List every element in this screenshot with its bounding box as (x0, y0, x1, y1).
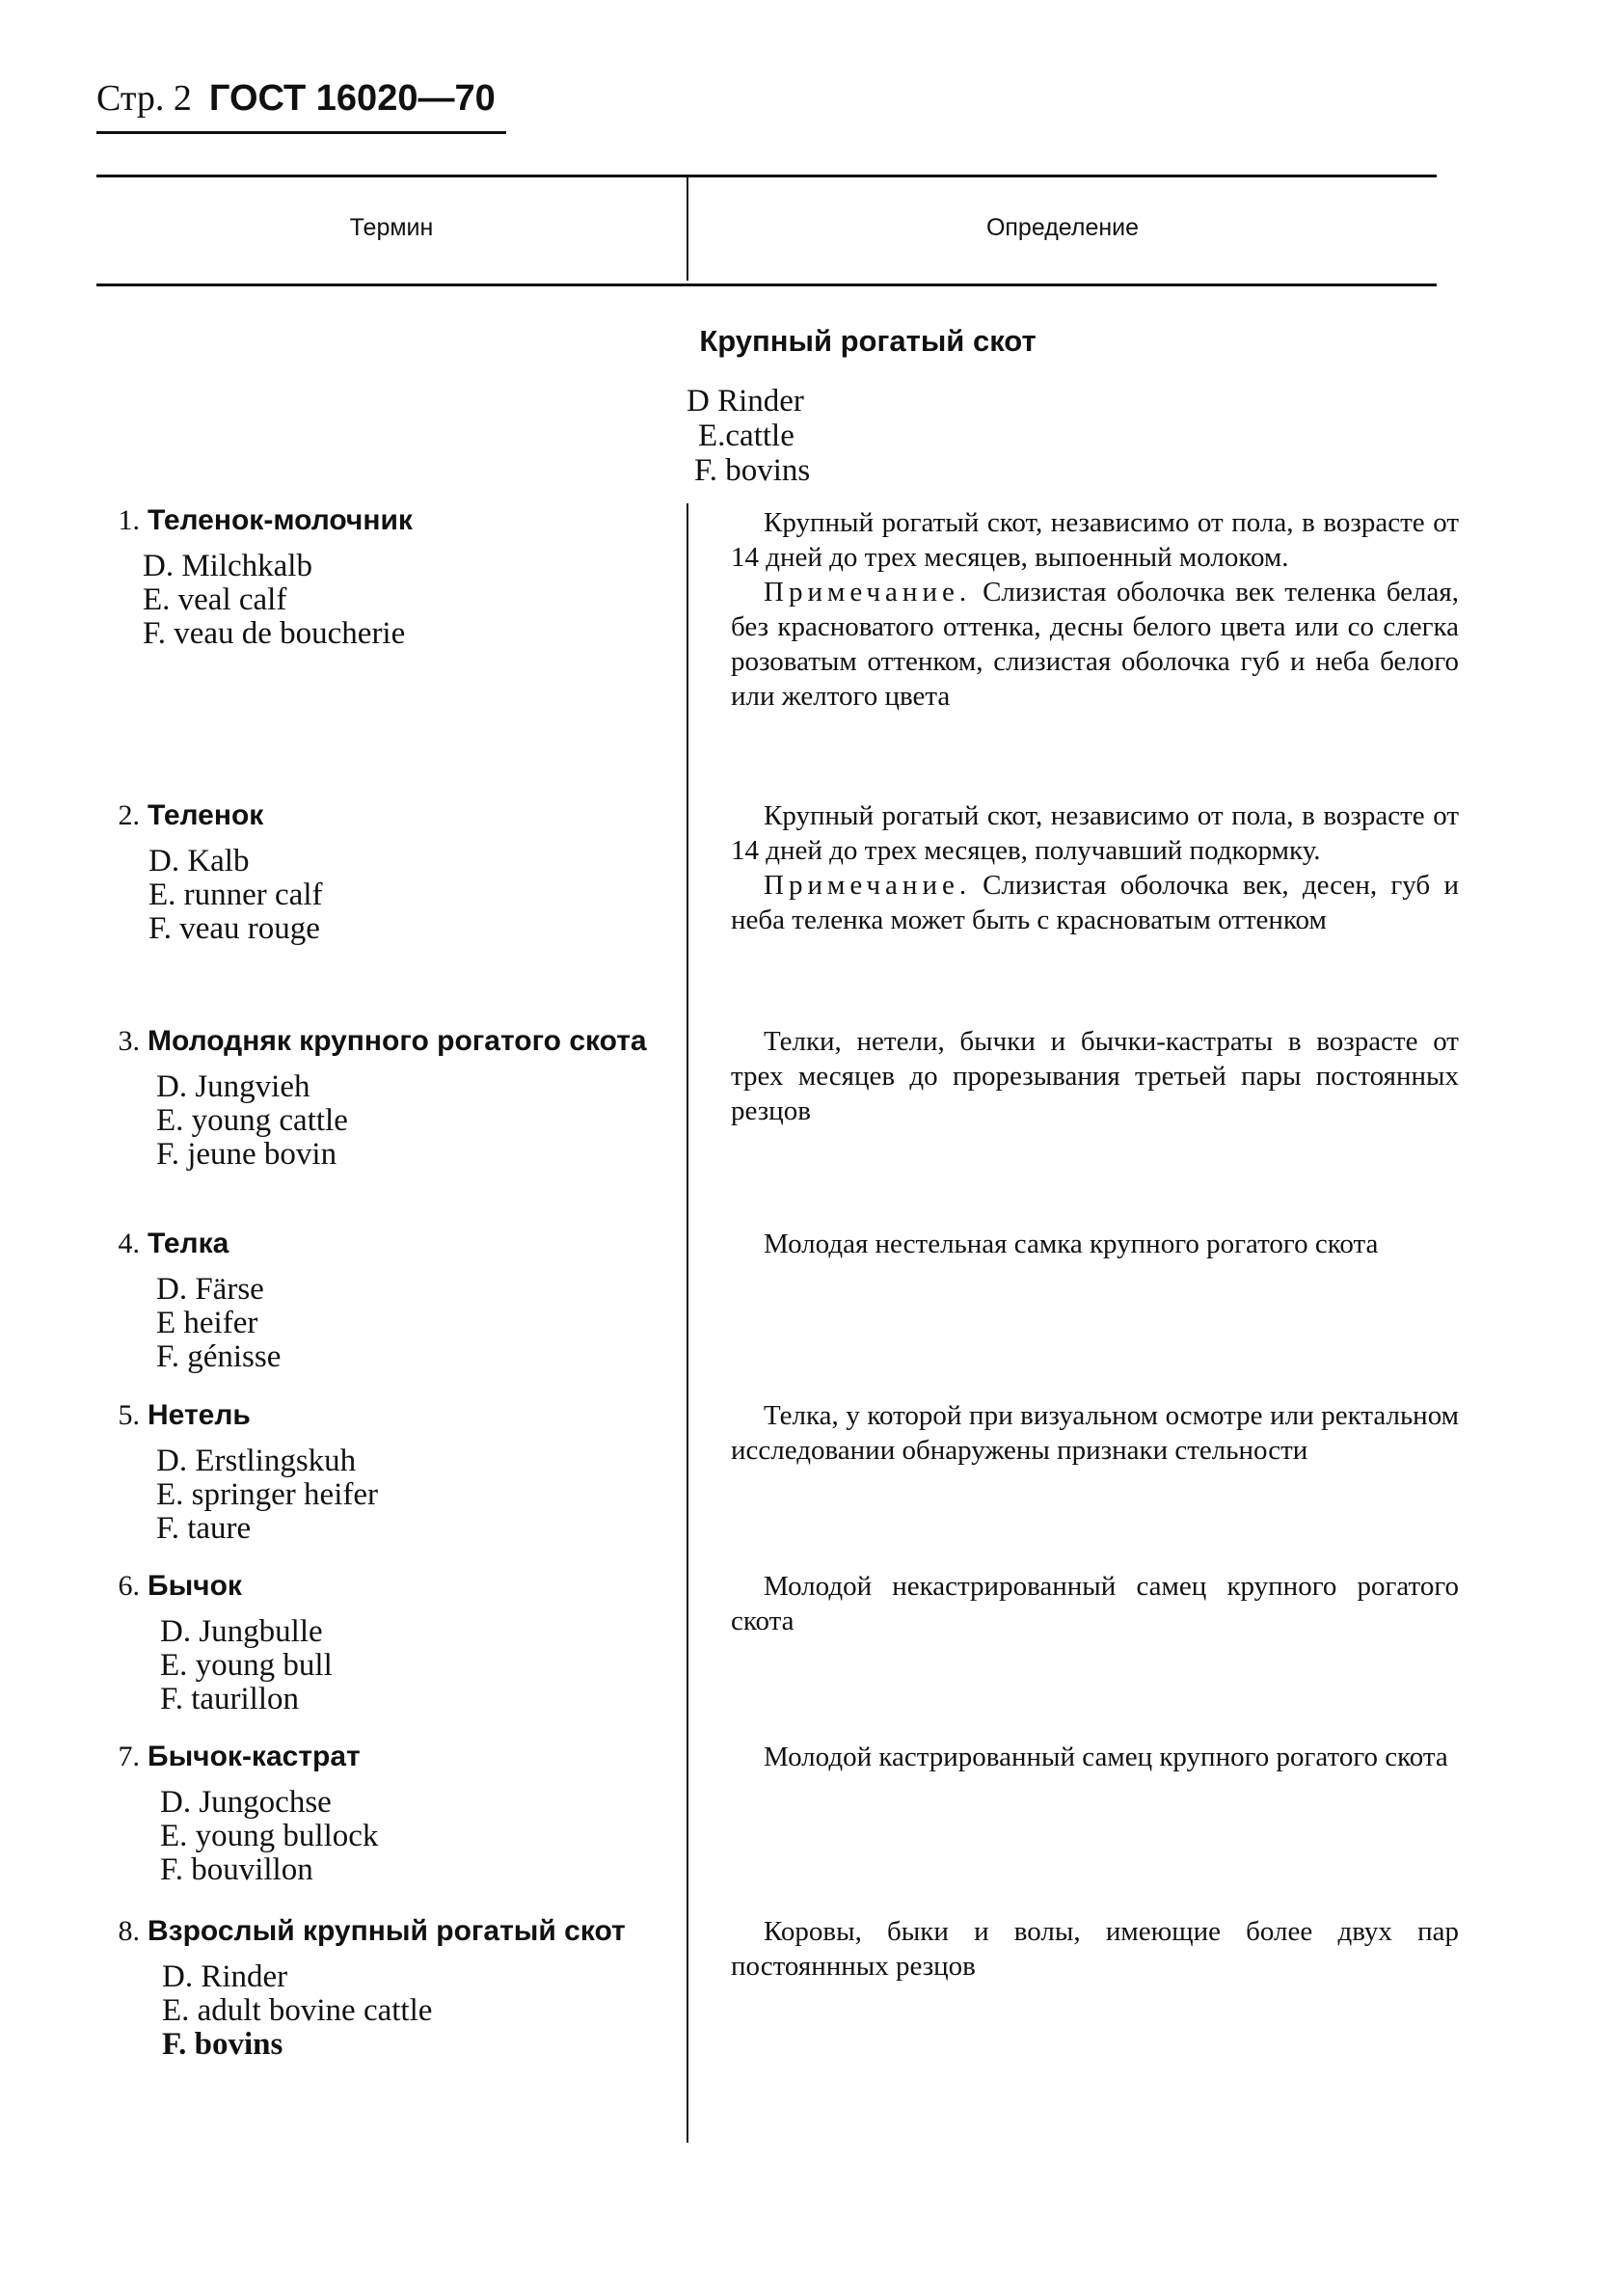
equivalent-en: E. adult bovine cattle (162, 1993, 433, 2028)
equivalent-fr: F. bovins (694, 453, 811, 488)
column-header-term: Термин (349, 214, 434, 241)
note-text: Слизистая оболочка век, десен, губ и неба теленка может быть с красноватым оттенком (731, 870, 1459, 935)
equivalent-en: E. young cattle (156, 1103, 348, 1138)
definition-text: Молодая нестельная самка крупного рогатого скота (764, 1229, 1379, 1259)
term-equivalents (156, 1445, 687, 1546)
term-name: Молодняк крупного рогатого скота (148, 1025, 647, 1057)
equivalent-de: D. Jungbulle (160, 1614, 323, 1649)
note-label: Примечание. (764, 870, 972, 901)
term-equivalents (160, 1615, 687, 1716)
table-top-rule (96, 175, 1437, 177)
term-number: 4. (118, 1228, 140, 1259)
term-name: Нетель (148, 1399, 251, 1431)
equivalent-de: D Rinder (687, 384, 804, 419)
term-number: 1. (118, 504, 140, 536)
term-name: Бычок (148, 1570, 242, 1602)
note-text: Слизистая оболочка век теленка белая, без красноватого оттенка, десны белого цвета или со слегка розоватым оттенком, слизистая оболочка губ и неба белого или желтого цвета (731, 577, 1459, 712)
term-number: 6. (118, 1570, 140, 1602)
definition-note (731, 575, 1459, 714)
definition-text: Коровы, быки и волы, имеющие более двух пар постояннных резцов (731, 1916, 1459, 1982)
equivalent-en: E. springer heifer (156, 1477, 378, 1512)
term-name: Теленок-молочник (148, 504, 413, 536)
term-name: Взрослый крупный рогатый скот (148, 1915, 626, 1947)
column-header-definition: Определение (985, 214, 1140, 241)
equivalent-en: E. young bull (160, 1648, 333, 1683)
term-entry-5 (96, 1398, 687, 1546)
equivalent-en: E. runner calf (148, 878, 323, 912)
definition-5 (731, 1398, 1459, 1468)
term-entry-1 (96, 503, 687, 651)
section-title: Крупный рогатый скот (699, 324, 1037, 358)
term-number: 2. (118, 799, 140, 831)
definition-4 (731, 1227, 1459, 1261)
equivalent-fr: F. bouvillon (160, 1852, 313, 1887)
definition-text: Крупный рогатый скот, независимо от пола, в возрасте от 14 дней до трех месяцев, получавший подкормку. (731, 800, 1459, 866)
term-equivalents (156, 1273, 687, 1374)
equivalent-de: D. Milchkalb (143, 549, 312, 583)
definition-text: Молодой некастрированный самец крупного рогатого скота (731, 1571, 1459, 1636)
page-header (96, 77, 496, 120)
table-header-rule (96, 284, 1437, 286)
term-equivalents (148, 845, 687, 946)
term-equivalents (143, 550, 687, 651)
equivalent-fr: F. bovins (162, 2027, 283, 2062)
equivalent-fr: F. veau de boucherie (143, 616, 406, 651)
equivalent-fr: F. veau rouge (148, 911, 320, 946)
equivalent-de: D. Kalb (148, 844, 250, 878)
term-entry-6 (96, 1569, 687, 1716)
header-underline (96, 131, 506, 134)
term-entry-8 (96, 1914, 687, 2062)
equivalent-de: D. Erstlingskuh (156, 1444, 357, 1478)
page-number: Стр. 2 (96, 78, 192, 119)
term-name: Бычок-кастрат (148, 1741, 361, 1772)
equivalent-fr: F. taurillon (160, 1682, 300, 1716)
term-equivalents (160, 1786, 687, 1887)
equivalent-fr: F. jeune bovin (156, 1137, 337, 1172)
definition-7 (731, 1740, 1459, 1774)
term-number: 7. (118, 1741, 140, 1772)
term-name: Телка (148, 1228, 229, 1259)
definition-1 (731, 505, 1459, 714)
term-entry-2 (96, 798, 687, 946)
equivalent-de: D. Färse (156, 1272, 264, 1307)
equivalent-en: E. young bullock (160, 1819, 379, 1853)
definition-text: Телка, у которой при визуальном осмотре или ректальном исследовании обнаружены признаки стельности (731, 1400, 1459, 1466)
term-entry-4 (96, 1227, 687, 1374)
term-entry-3 (96, 1024, 687, 1172)
term-name: Теленок (148, 799, 264, 831)
term-number: 3. (118, 1025, 140, 1057)
definition-note (731, 868, 1459, 937)
section-equivalents (687, 384, 810, 488)
equivalent-en: E. veal calf (143, 582, 287, 617)
definition-8 (731, 1914, 1459, 1984)
definition-text: Крупный рогатый скот, независимо от пола, в возрасте от 14 дней до трех месяцев, выпоенный молоком. (731, 507, 1459, 573)
equivalent-fr: F. génisse (156, 1339, 282, 1374)
standard-code: ГОСТ 16020—70 (208, 78, 496, 119)
equivalent-en: E.cattle (698, 419, 795, 453)
term-equivalents (162, 1960, 687, 2062)
note-label: Примечание. (764, 577, 972, 608)
term-equivalents (156, 1070, 687, 1172)
definition-3 (731, 1024, 1459, 1128)
equivalent-de: D. Rinder (162, 1959, 288, 1994)
definition-2 (731, 798, 1459, 937)
definition-text: Молодой кастрированный самец крупного рогатого скота (764, 1742, 1448, 1772)
equivalent-de: D. Jungochse (160, 1785, 332, 1820)
definition-6 (731, 1569, 1459, 1638)
equivalent-fr: F. taure (156, 1511, 252, 1546)
definition-text: Телки, нетели, бычки и бычки-кастраты в возрасте от трех месяцев до прорезывания третьей пары постоянных резцов (731, 1026, 1459, 1126)
body-column-divider (687, 503, 688, 2143)
term-number: 5. (118, 1399, 140, 1431)
term-entry-7 (96, 1740, 687, 1887)
equivalent-de: D. Jungvieh (156, 1069, 310, 1104)
term-number: 8. (118, 1915, 140, 1947)
equivalent-en: E heifer (156, 1306, 258, 1340)
